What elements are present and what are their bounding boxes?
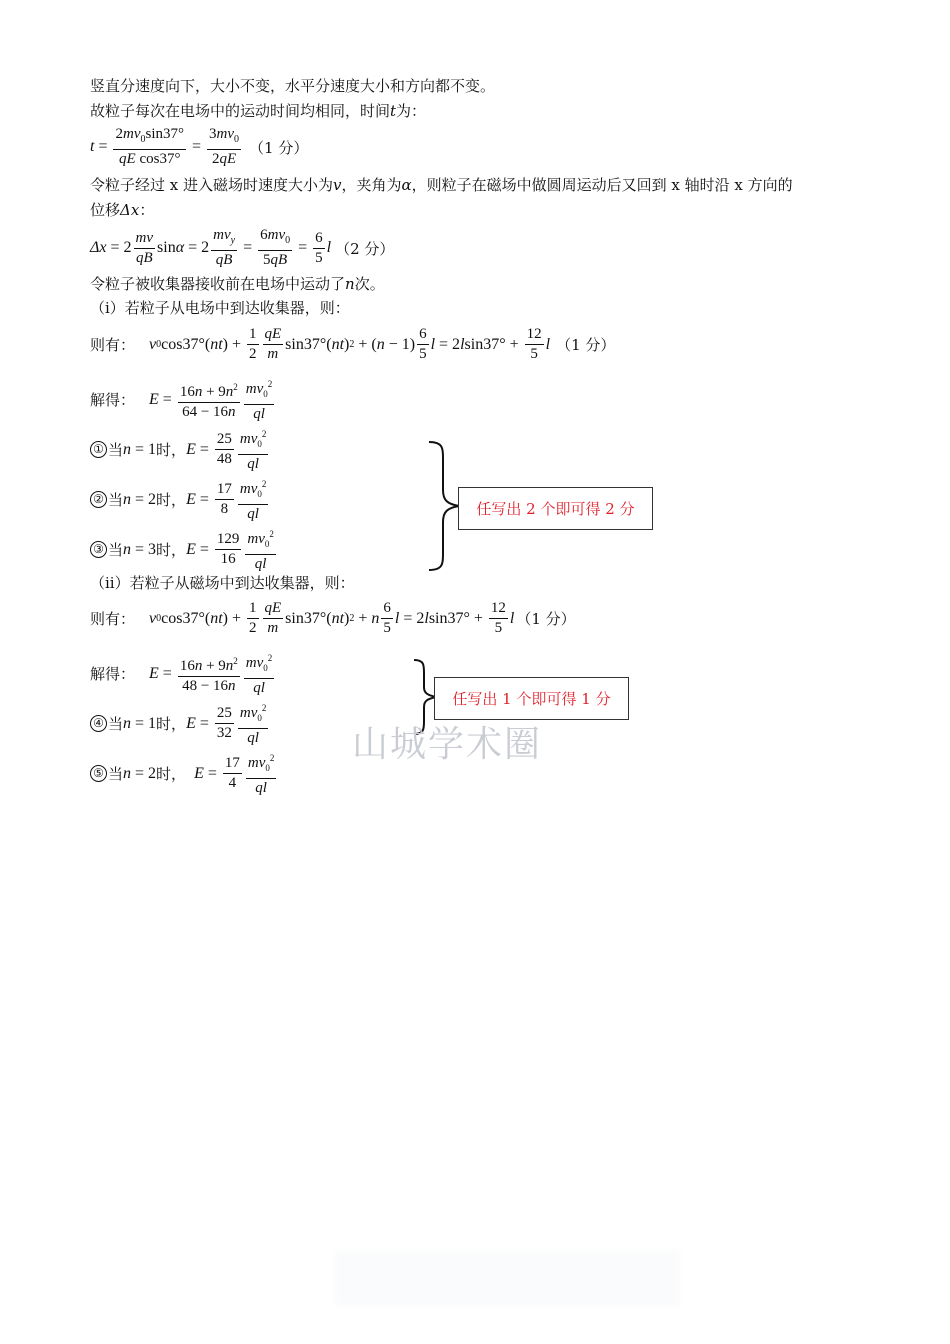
variable-t: t	[390, 102, 397, 120]
variable-alpha: α	[401, 176, 412, 194]
label-shi: 时，	[156, 715, 187, 733]
paragraph-text: ，则粒子在磁场中做圆周运动后又回到 x 轴时沿 x 方向的	[411, 176, 793, 194]
paragraph-text: 为：	[396, 102, 427, 120]
paragraph-text: 竖直分速度向下，大小不变，水平分速度大小和方向都不变。	[90, 77, 496, 95]
variable-n: n	[345, 275, 355, 293]
variable-v: v	[333, 176, 342, 194]
text-line-1	[90, 76, 495, 96]
paragraph-text: 令粒子经过 x 进入磁场时速度大小为	[90, 176, 333, 194]
label-zeyou: 则有：	[90, 336, 136, 354]
score-note: （2 分）	[335, 239, 395, 258]
solution-case-i: 解得： E = $\frac{16n + 9n^2}{64 - 16n}$ $\frac{mv_0^2}{ql}$	[90, 376, 276, 423]
solution-case-ii: 解得： E = $\frac{16n + 9n^2}{48 - 16n}$ $\frac{mv_0^2}{ql}$	[90, 650, 276, 697]
text-line-5	[90, 200, 154, 220]
equation-case-i: 则有： v 0 cos37°( nt ) + $\frac{1}{2}$ $\frac{qE}{m}$ sin37°( nt ) 2 + ( n − 1) $\frac{6}{5}$ l = 2 l sin37° + $\frac{12}{5}$ l （1 分）	[90, 326, 616, 362]
watermark-text: 山城学术圈	[352, 724, 543, 765]
text-line-4	[90, 175, 793, 195]
circled-number: ⑤	[90, 765, 107, 782]
result-1: ① 当 n = 1 时， E = $\frac{25}{48}$ $\frac{mv_0^2}{ql}$	[90, 426, 270, 473]
circled-number: ①	[90, 441, 107, 458]
label-dang: 当	[108, 491, 124, 509]
equation-displacement: Δx = 2 $\frac{mv}{qB}$ sin α = 2 $\frac{mv_y}{qB}$ = $\frac{6mv_0}{5qB}$ = $\frac{6}{5}$ l （2 分）	[90, 227, 395, 268]
result-4: ④ 当 n = 1 时， E = $\frac{25}{32}$ $\frac{mv_0^2}{ql}$	[90, 700, 270, 747]
label-zeyou: 则有：	[90, 610, 136, 628]
circled-number: ②	[90, 491, 107, 508]
variable-dx: Δx	[120, 201, 140, 219]
equation-case-ii: 则有： v 0 cos37°( nt ) + $\frac{1}{2}$ $\frac{qE}{m}$ sin37°( nt ) 2 + n $\frac{6}{5}$ l = 2 l sin37° + $\frac{12}{5}$ l （1 分）	[90, 600, 576, 636]
paragraph-text: 次。	[354, 275, 385, 293]
score-note: （1 分）	[556, 336, 616, 354]
score-box-1: 任写出 2 个即可得 2 分	[458, 487, 653, 530]
text-line-2	[90, 101, 426, 121]
circled-number: ③	[90, 541, 107, 558]
label-shi: 时，	[156, 491, 187, 509]
label-shi: 时，	[156, 541, 187, 559]
paragraph-text: 故粒子每次在电场中的运动时间均相同，时间	[90, 102, 391, 120]
result-3: ③ 当 n = 3 时， E = $\frac{129}{16}$ $\frac{mv_0^2}{ql}$	[90, 526, 278, 573]
paragraph-text: ：	[139, 201, 155, 219]
result-2: ② 当 n = 2 时， E = $\frac{17}{8}$ $\frac{mv_0^2}{ql}$	[90, 476, 270, 523]
label-dang: 当	[108, 441, 124, 459]
label-dang: 当	[108, 765, 124, 783]
equation-time: t = $\frac{2mv_0\sin 37^\circ}{\text{qE cos37°}}$ = $\frac{3mv_0}{2qE}$ （1 分）	[90, 126, 309, 167]
paragraph-text: 令粒子被收集器接收前在电场中运动了	[90, 275, 346, 293]
paragraph-text: ，夹角为	[341, 176, 402, 194]
label-dang: 当	[108, 715, 124, 733]
result-5: ⑤ 当 n = 2 时， E = $\frac{17}{4}$ $\frac{mv_0^2}{ql}$	[90, 750, 278, 797]
label-jiede: 解得：	[90, 665, 136, 683]
circled-number: ④	[90, 715, 107, 732]
label-jiede: 解得：	[90, 391, 136, 409]
label-dang: 当	[108, 541, 124, 559]
paragraph-text: 位移	[90, 201, 121, 219]
score-note: （1 分）	[249, 138, 309, 157]
case-i-heading	[90, 298, 350, 318]
case-ii-heading	[90, 573, 355, 593]
paragraph-text: （i）若粒子从电场中到达收集器，则：	[90, 299, 350, 317]
label-shi: 时，	[156, 765, 187, 783]
label-shi: 时，	[156, 441, 187, 459]
footer-blur-area	[335, 1250, 680, 1306]
text-line-7	[90, 274, 385, 294]
score-box-2: 任写出 1 个即可得 1 分	[434, 677, 629, 720]
paragraph-text: （ii）若粒子从磁场中到达收集器，则：	[90, 574, 355, 592]
score-note: （1 分）	[516, 610, 576, 628]
